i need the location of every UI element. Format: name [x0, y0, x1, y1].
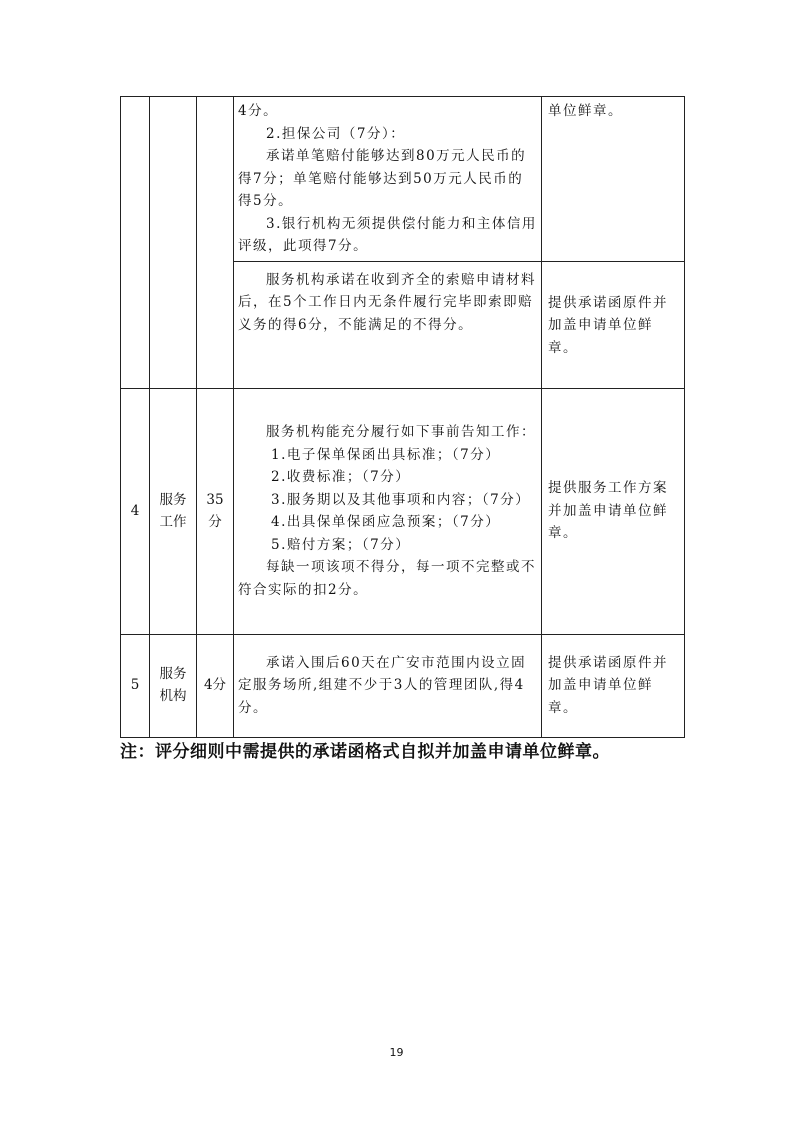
row-number: 4	[121, 388, 150, 634]
footnote: 注：评分细则中需提供的承诺函格式自拟并加盖申请单位鲜章。	[120, 742, 610, 762]
category-cell	[150, 634, 197, 737]
detail-cell	[234, 388, 542, 634]
detail-cell	[234, 97, 542, 262]
requirement-cell	[542, 97, 685, 262]
points-label: 35分	[206, 491, 224, 530]
requirement-text: 单位鲜章。	[548, 103, 623, 119]
detail-intro: 服务机构能充分履行如下事前告知工作：	[266, 424, 536, 440]
requirement-cell	[542, 634, 685, 737]
detail-cell	[234, 634, 542, 737]
requirement-text: 提供承诺函原件并加盖申请单位鲜章。	[548, 294, 668, 356]
detail-line: 3.银行机构无须提供偿付能力和主体信用评级，此项得7分。	[238, 215, 537, 254]
category-cell	[150, 388, 197, 634]
page-number: 19	[389, 1046, 404, 1059]
points-cell	[197, 634, 234, 737]
table-row	[121, 97, 685, 262]
requirement-cell	[542, 388, 685, 634]
list-item: 5.赔付方案；（7分）	[271, 536, 411, 553]
requirement-text: 提供承诺函原件并加盖申请单位鲜章。	[548, 654, 668, 716]
detail-line: 承诺单笔赔付能够达到80万元人民币的得7分；单笔赔付能够达到50万元人民币的得5分。	[238, 148, 527, 209]
list-item: 4.出具保单保函应急预案；（7分）	[271, 514, 501, 530]
table-row	[121, 634, 685, 737]
list-item: 3.服务期以及其他事项和内容；（7分）	[271, 491, 531, 508]
requirement-cell	[542, 261, 685, 388]
category-label: 服务工作	[159, 491, 187, 530]
detail-cell	[234, 261, 542, 388]
points-label: 4分	[203, 677, 227, 694]
list-item: 2.收费标准；（7分）	[271, 469, 411, 485]
table-row	[121, 388, 685, 634]
detail-line: 2.担保公司（7分）：	[266, 125, 406, 142]
detail-text: 服务机构承诺在收到齐全的索赔申请材料后，在5个工作日内无条件履行完毕即索即赔义务的得6分，不能满足的不得分。	[238, 271, 536, 333]
detail-penalty: 每缺一项该项不得分，每一项不完整或不符合实际的扣2分。	[238, 559, 536, 598]
points-cell	[197, 97, 234, 389]
points-cell	[197, 388, 234, 634]
detail-line: 4分。	[238, 103, 279, 119]
detail-text: 承诺入围后60天在广安市范围内设立固定服务场所,组建不少于3人的管理团队,得4分。	[238, 654, 527, 716]
requirement-text: 提供服务工作方案并加盖申请单位鲜章。	[548, 480, 668, 542]
row-number-cell	[121, 97, 150, 389]
category-cell	[150, 97, 197, 389]
list-item: 1.电子保单保函出具标准；（7分）	[271, 446, 501, 463]
category-label: 服务机构	[159, 666, 187, 705]
scoring-table	[120, 96, 685, 738]
row-number: 5	[121, 634, 150, 737]
